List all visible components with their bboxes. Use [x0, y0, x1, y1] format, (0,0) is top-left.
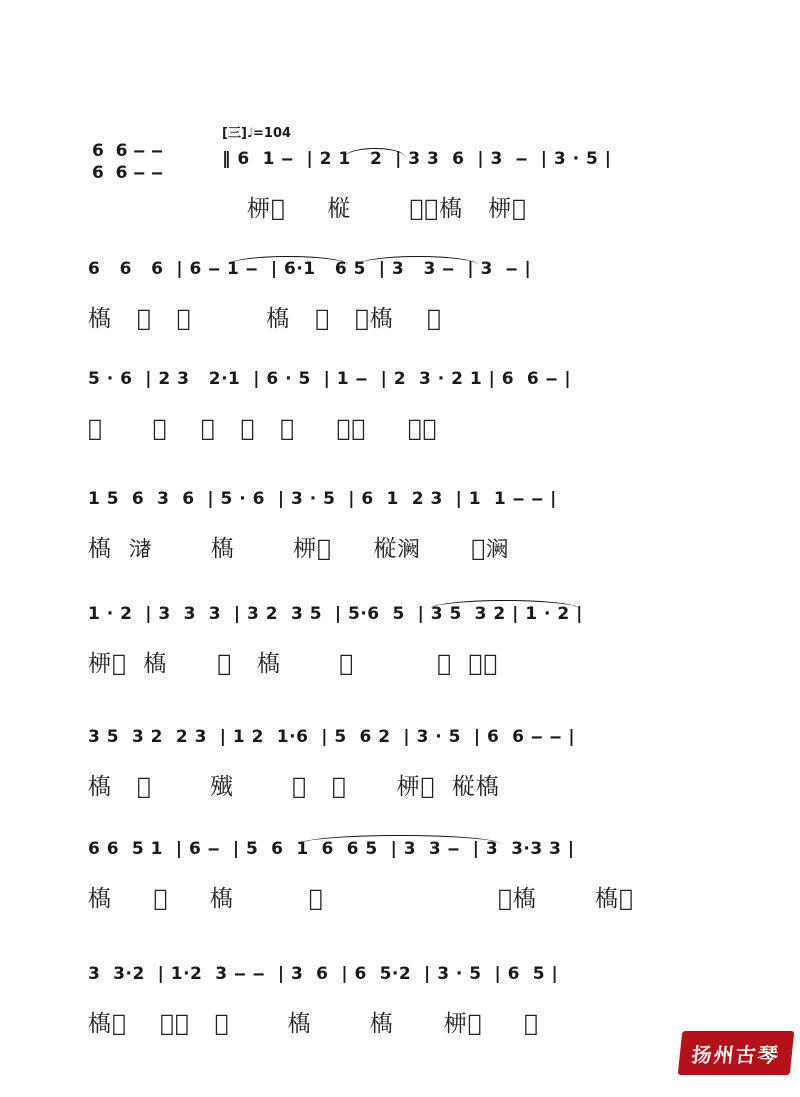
- score-row-1: [222, 140, 742, 250]
- tablature-line: 𫞉𫞏 𫞎 𫞍 𫞎 𫞞 𫞑 𫞜𫞏: [88, 651, 499, 677]
- score-row-8: [88, 955, 748, 1065]
- score-row-5: [88, 595, 748, 705]
- notation-line: 5 · 6 | 2 3 2·1 | 6 · 5 | 1 ‒ | 2 3 · 2 1 | 6 6 ‒ |: [88, 369, 572, 389]
- tablature-line: 𫞓 𫞔 𫞑 𫞕 𫞖 𫞗𫞘 𫞙𫞚: [88, 416, 438, 442]
- tablature-line: 𫞎 𫞍 𫞐 𫞎 𫞑 𫞒𫞎 𫞍: [88, 306, 442, 332]
- tablature-line: 𫞎𫞑 𫞜𫞏 𫞓 𫞎 𫞎 𫞉𫞍 𫞓: [88, 1011, 539, 1037]
- tablature-line: 𫞎 𫞛 𫞎 𫞉𫞜 𫞋𫞝 𫞍𫞝: [88, 536, 511, 562]
- score-row-7: [88, 830, 748, 940]
- notation-line: 3 3·2 | 1·2 3 ‒ ‒ | 3 6 | 6 5·2 | 3 · 5 | 6 5 |: [88, 964, 559, 984]
- score-row-6: [88, 718, 748, 828]
- tablature-line: 𫞉𫞊 𫞋 𫞌𫞍𫞎 𫞉𫞏: [222, 196, 527, 222]
- notation-line: 6 6 5 1 | 6 ‒ | 5 6 1 6 6 5 | 3 3 ‒ | 3 3·3 3 |: [88, 839, 575, 859]
- score-row-4: [88, 480, 748, 590]
- score-row-3: [88, 360, 748, 470]
- tablature-line: 𫞎 𫞓 𫞔 𫞑 𫞟 𫞉𫞊 𫞋𫞎: [88, 774, 500, 800]
- notation-line: ‖ 6 1 ‒ | 2 1 2 | 3 3 6 | 3 ‒ | 3 · 5 |: [222, 149, 612, 169]
- notation-line: 6 6 6 | 6 ‒ 1 ‒ | 6·1 6 5 | 3 3 ‒ | 3 ‒ |: [88, 259, 532, 279]
- tablature-line: 𫞎 𫞜 𫞎 𫞜 𫞜𫞎 𫞎𫞍: [88, 886, 634, 912]
- notation-line: 1 5 6 3 6 | 5 · 6 | 3 · 5 | 6 1 2 3 | 1 1 ‒ ‒ |: [88, 489, 557, 509]
- notation-line: 3 5 3 2 2 3 | 1 2 1·6 | 5 6 2 | 3 · 5 | 6 6 ‒ ‒ |: [88, 727, 576, 747]
- score-row-2: [88, 250, 748, 360]
- opening-line-upper: 6 6 ‒ ‒: [92, 141, 163, 161]
- watermark-stamp: 扬州古琴: [678, 1031, 795, 1075]
- opening-line-lower: 6 6 ‒ ‒: [92, 163, 163, 183]
- notation-line: 1 · 2 | 3 3 3 | 3 2 3 5 | 5·6 5 | 3 5 3 2 | 1 · 2 |: [88, 604, 583, 624]
- section-tempo-marker: [三]♩=104: [222, 126, 292, 141]
- opening-chord: [92, 140, 202, 190]
